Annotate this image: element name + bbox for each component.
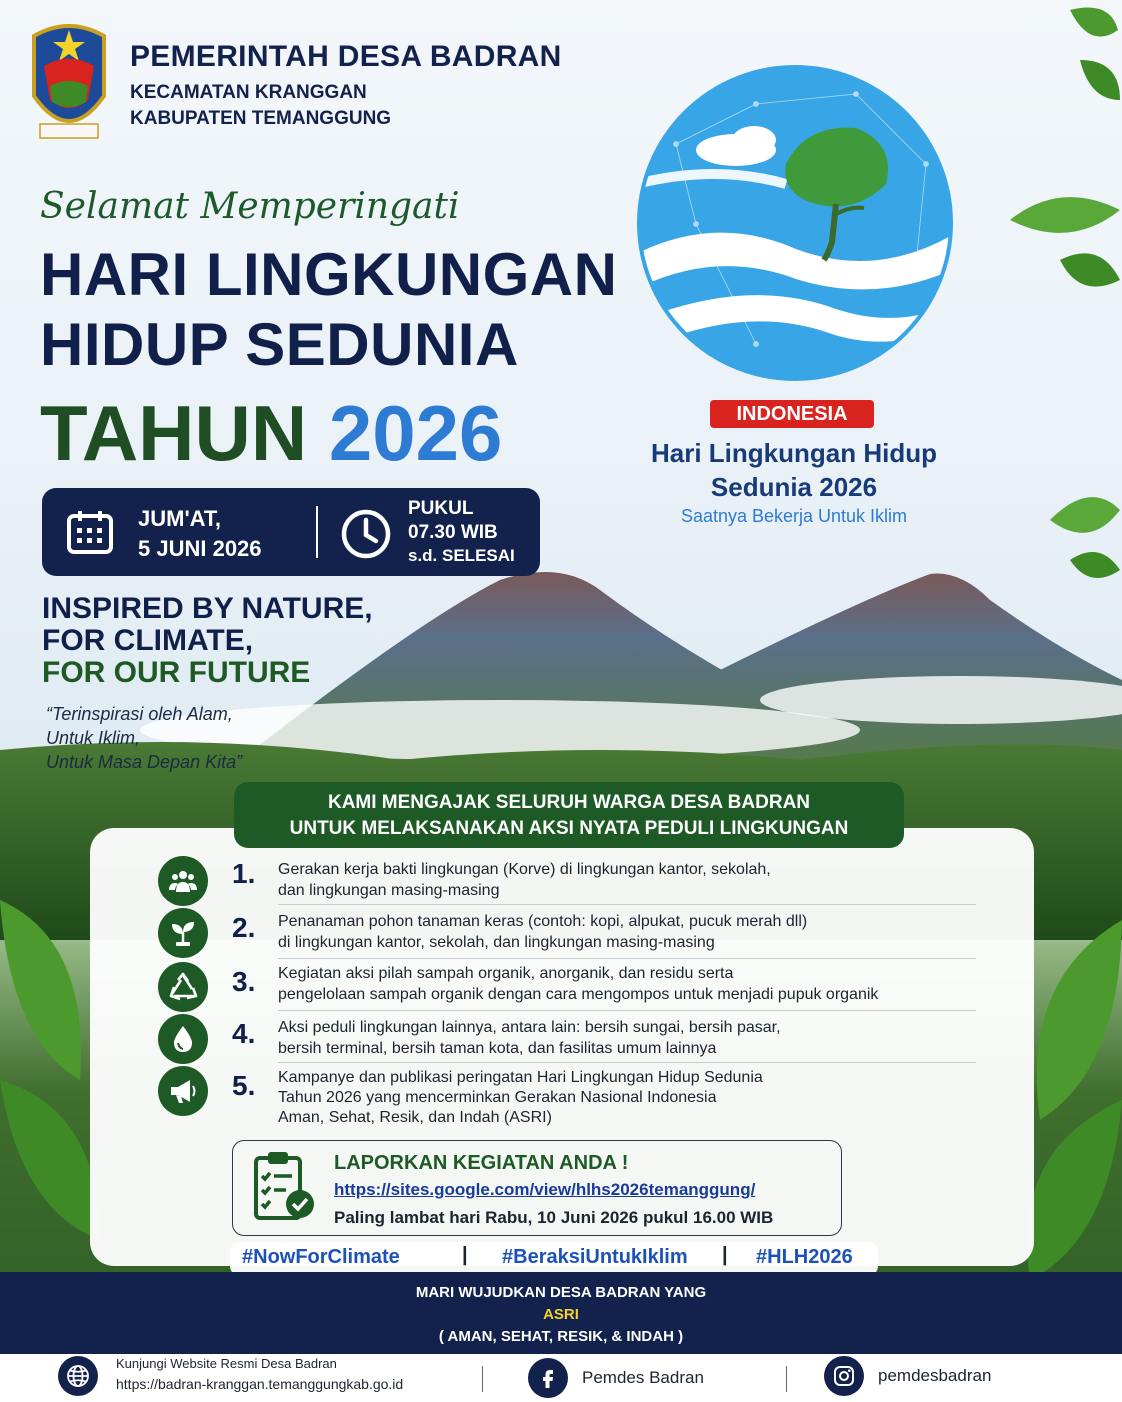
item-text-line2: dan lingkungan masing-masing <box>278 882 500 899</box>
title-line1: HARI LINGKUNGAN <box>40 241 618 308</box>
regency-name: KABUPATEN TEMANGGUNG <box>130 108 392 129</box>
slogan-quote-line3: Untuk Masa Depan Kita” <box>46 752 243 772</box>
hlh-logo-tagline: Saatnya Bekerja Untuk Iklim <box>680 506 908 526</box>
time-label: PUKUL <box>408 498 474 519</box>
item-text-line1: Gerakan kerja bakti lingkungan (Korve) di lingkungan kantor, sekolah, <box>278 861 771 878</box>
leaf-decoration-icon <box>1040 480 1122 590</box>
title-year-line <box>40 388 502 479</box>
slogan-line1: INSPIRED BY NATURE, <box>42 592 373 625</box>
item-number: 2. <box>232 912 256 943</box>
website-label: Kunjungi Website Resmi Desa Badran <box>116 1356 337 1371</box>
item-text-line2: Tahun 2026 yang mencerminkan Gerakan Nasional Indonesia <box>278 1089 717 1106</box>
row-separator <box>278 958 976 959</box>
government-name: PEMERINTAH DESA BADRAN <box>130 40 562 73</box>
closing-line1: MARI WUJUDKAN DESA BADRAN YANG <box>415 1284 707 1301</box>
row-separator <box>278 1010 976 1011</box>
recycle-icon <box>158 962 208 1012</box>
event-day: JUM'AT, <box>138 506 222 531</box>
hashtag-beraksi: #BeraksiUntukIklim <box>502 1246 688 1268</box>
greeting-script: Selamat Memperingati <box>40 186 460 227</box>
sprout-icon <box>158 908 208 958</box>
item-number: 3. <box>232 966 256 997</box>
footer-separator <box>482 1366 483 1392</box>
slogan-quote-line2: Untuk Iklim, <box>46 728 141 748</box>
row-separator <box>278 904 976 905</box>
hlh-logo-title-line1: Hari Lingkungan Hidup <box>651 438 937 468</box>
calendar-icon <box>66 508 114 556</box>
hlh-logo-title-line2: Sedunia 2026 <box>710 472 878 502</box>
item-number: 4. <box>232 1018 256 1049</box>
facebook-name[interactable]: Pemdes Badran <box>582 1368 704 1387</box>
activities-banner-line2: UNTUK MELAKSANAKAN AKSI NYATA PEDULI LINGKUNGAN <box>289 818 849 839</box>
report-title: LAPORKAN KEGIATAN ANDA ! <box>334 1152 629 1174</box>
report-link[interactable]: https://sites.google.com/view/hlhs2026temanggung/ <box>334 1180 756 1199</box>
leaf-decoration-icon <box>1000 160 1122 300</box>
slogan-line2: FOR CLIMATE, <box>42 624 254 657</box>
hashtag-hlh2026: #HLH2026 <box>756 1246 853 1268</box>
website-link[interactable]: https://badran-kranggan.temanggungkab.go.id <box>116 1376 404 1392</box>
item-text-line1: Kegiatan aksi pilah sampah organik, anorganik, dan residu serta <box>278 965 734 982</box>
slogan-quote-line1: “Terinspirasi oleh Alam, <box>46 704 233 724</box>
event-date: 5 JUNI 2026 <box>138 536 262 561</box>
globe-icon <box>58 1356 98 1396</box>
item-number: 5. <box>232 1070 256 1101</box>
clock-icon <box>340 508 392 560</box>
item-text-line3: Aman, Sehat, Resik, dan Indah (ASRI) <box>278 1109 552 1126</box>
title-line2: HIDUP SEDUNIA <box>40 311 519 378</box>
item-text-line2: di lingkungan kantor, sekolah, dan lingkungan masing-masing <box>278 934 715 951</box>
row-separator <box>278 1062 976 1063</box>
item-number: 1. <box>232 858 256 889</box>
item-text-line1: Aksi peduli lingkungan lainnya, antara lain: bersih sungai, bersih pasar, <box>278 1019 781 1036</box>
item-text-line2: pengelolaan sampah organik dengan cara mengompos untuk menjadi pupuk organik <box>278 986 879 1003</box>
leaf-decoration-icon <box>1030 0 1122 120</box>
title-year: 2026 <box>328 389 503 477</box>
instagram-handle[interactable]: pemdesbadran <box>878 1366 992 1385</box>
report-deadline: Paling lambat hari Rabu, 10 Juni 2026 pukul 16.00 WIB <box>334 1208 774 1227</box>
clipboard-check-icon <box>250 1148 318 1224</box>
footer-separator <box>786 1366 787 1392</box>
people-icon <box>158 856 208 906</box>
megaphone-icon <box>158 1066 208 1116</box>
instagram-icon[interactable] <box>824 1356 864 1396</box>
slogan-line3: FOR OUR FUTURE <box>42 656 311 689</box>
indonesia-badge: INDONESIA <box>710 400 874 428</box>
closing-asri: ASRI <box>543 1306 579 1323</box>
date-time-divider <box>316 506 318 558</box>
item-text-line2: bersih terminal, bersih taman kota, dan fasilitas umum lainnya <box>278 1040 717 1057</box>
event-time: 07.30 WIB <box>408 522 498 543</box>
district-name: KECAMATAN KRANGGAN <box>130 82 367 103</box>
hashtag-separator: | <box>722 1244 728 1266</box>
regency-emblem-logo <box>26 16 112 148</box>
facebook-icon[interactable] <box>528 1358 568 1398</box>
hashtag-separator: | <box>462 1244 468 1266</box>
hashtag-now-for-climate: #NowForClimate <box>242 1246 400 1268</box>
closing-line3: ( AMAN, SEHAT, RESIK, & INDAH ) <box>438 1328 684 1345</box>
activities-banner-line1: KAMI MENGAJAK SELURUH WARGA DESA BADRAN <box>327 792 811 813</box>
item-text-line1: Penanaman pohon tanaman keras (contoh: kopi, alpukat, pucuk merah dll) <box>278 913 808 930</box>
item-text-line1: Kampanye dan publikasi peringatan Hari Lingkungan Hidup Sedunia <box>278 1069 763 1086</box>
hlh-globe-logo <box>636 64 954 382</box>
title-tahun: TAHUN <box>40 389 308 477</box>
water-drop-icon <box>158 1014 208 1064</box>
event-time-end: s.d. SELESAI <box>408 546 515 565</box>
